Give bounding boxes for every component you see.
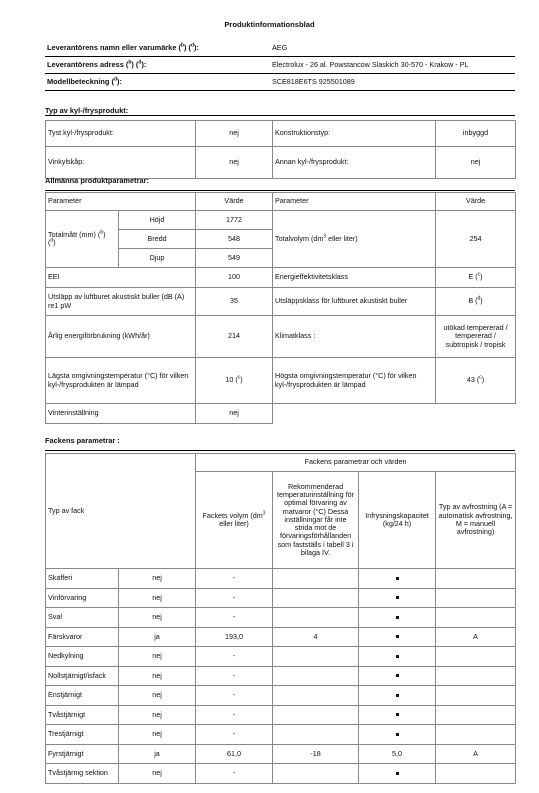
compartment-row [46, 764, 516, 784]
product-type-table [45, 120, 516, 179]
product-type-heading: Typ av kyl-/frysprodukt: [45, 106, 515, 116]
compartment-temp [273, 666, 359, 686]
compartment-volume: 193,0 [196, 627, 273, 647]
compartment-name: Skafferi [46, 569, 119, 589]
compartment-capacity [359, 647, 436, 667]
compartment-row [46, 666, 516, 686]
defrost-type-header: Typ av avfrostning (A = automatisk avfrostning, M = manuell avfrostning) [436, 472, 516, 569]
dash-mark [396, 596, 399, 599]
dash-mark [396, 733, 399, 736]
compartment-temp [273, 686, 359, 706]
eei-value: 100 [196, 268, 273, 288]
compartment-capacity [359, 608, 436, 628]
compartment-present: nej [119, 666, 196, 686]
model-label: Modellbeteckning ($^d$): [45, 74, 270, 91]
general-params-table [45, 192, 516, 424]
annual-energy-label: Årlig energiförbrukning (kWh/år) [46, 316, 196, 358]
compartment-volume: - [196, 588, 273, 608]
compartment-volume: - [196, 647, 273, 667]
compartment-defrost [436, 647, 516, 667]
height-value: 1772 [196, 211, 273, 230]
width-label: Bredd [119, 230, 196, 249]
energy-class-label: Energieffektivitetsklass [273, 268, 436, 288]
compartment-row [46, 569, 516, 589]
compartment-present: nej [119, 647, 196, 667]
wine-label: Vinkylskåp: [46, 147, 196, 179]
dash-mark [396, 577, 399, 580]
compartment-type-label: Typ av fack [46, 454, 196, 569]
compartment-capacity: 5,0 [359, 744, 436, 764]
col-value-1: Värde [196, 193, 273, 211]
energy-class-value: E ($^c$) [436, 268, 516, 288]
max-temp-label: Högsta omgivningstemperatur (°C) för vilken kyl-/frysprodukten är lämpad [273, 358, 436, 404]
supplier-name-value: AEG [270, 40, 515, 57]
quiet-value: nej [196, 121, 273, 147]
depth-value: 549 [196, 249, 273, 268]
compartment-row [46, 647, 516, 667]
compartment-name: Tvåstjärnig sektion [46, 764, 119, 784]
compartment-temp [273, 705, 359, 725]
compartment-row [46, 744, 516, 764]
model-value: SCE818E6TS 925501089 [270, 74, 515, 91]
compartment-capacity [359, 705, 436, 725]
compartment-temp: 4 [273, 627, 359, 647]
climate-class-value: utökad tempererad / tempererad / subtropisk / tropisk [436, 316, 516, 358]
compartment-present: nej [119, 686, 196, 706]
compartment-temp [273, 647, 359, 667]
compartment-row [46, 705, 516, 725]
compartment-present: nej [119, 764, 196, 784]
compartment-defrost [436, 705, 516, 725]
volume-header: Fackets volym ($dm^3$ eller liter) [196, 472, 273, 569]
construction-value: inbyggd [436, 121, 516, 147]
compartment-volume: 61,0 [196, 744, 273, 764]
compartment-defrost [436, 588, 516, 608]
noise-label: Utsläpp av luftburet akustiskt buller (dB (A) re1 pW [46, 288, 196, 316]
compartment-volume: - [196, 569, 273, 589]
height-label: Höjd [119, 211, 196, 230]
compartment-name: Enstjärnigt [46, 686, 119, 706]
compartment-row [46, 588, 516, 608]
wine-value: nej [196, 147, 273, 179]
compartment-name: Fyrstjärnigt [46, 744, 119, 764]
compartment-row [46, 725, 516, 745]
dash-mark [396, 772, 399, 775]
compartment-capacity [359, 686, 436, 706]
compartment-present: nej [119, 588, 196, 608]
compartment-name: Nedkylning [46, 647, 119, 667]
dash-mark [396, 616, 399, 619]
document-title: Produktinformationsblad [224, 20, 315, 29]
compartment-row [46, 608, 516, 628]
dash-mark [396, 655, 399, 658]
winter-setting-value: nej [196, 404, 273, 424]
other-label: Annan kyl-/frysprodukt: [273, 147, 436, 179]
compartment-defrost [436, 764, 516, 784]
width-value: 548 [196, 230, 273, 249]
compartment-volume: - [196, 725, 273, 745]
compartment-temp: -18 [273, 744, 359, 764]
compartment-capacity [359, 569, 436, 589]
compartment-present: nej [119, 608, 196, 628]
compartment-name: Trestjärnigt [46, 725, 119, 745]
dash-mark [396, 635, 399, 638]
min-temp-label: Lägsta omgivningstemperatur (°C) för vilken kyl-/frysprodukten är lämpad [46, 358, 196, 404]
compartment-volume: - [196, 666, 273, 686]
dash-mark [396, 713, 399, 716]
total-volume-value: 254 [436, 211, 516, 268]
compartment-capacity [359, 764, 436, 784]
total-volume-label: Totalvolym ($dm^3$ eller liter) [273, 211, 436, 268]
quiet-label: Tyst kyl-/frysprodukt: [46, 121, 196, 147]
total-dimensions-label: Totalmått (mm) ($^b$) ($^d$) [46, 211, 119, 268]
compartment-temp [273, 588, 359, 608]
compartment-present: nej [119, 569, 196, 589]
general-heading: Allmänna produktparametrar: [45, 176, 515, 191]
temperature-header: Rekommenderad temperaturinställning för optimal förvaring av matvaror (°C) Dessa inställningar får inte strida mot de förvaringsförhållanden som fastställs i tabell 3 i bilaga IV. [273, 472, 359, 569]
compartment-name: Sval [46, 608, 119, 628]
compartment-capacity [359, 588, 436, 608]
col-value-2: Värde [436, 193, 516, 211]
compartment-present: nej [119, 725, 196, 745]
col-param-1: Parameter [46, 193, 196, 211]
compartment-defrost [436, 608, 516, 628]
compartment-capacity [359, 725, 436, 745]
min-temp-value: 10 ($^c$) [196, 358, 273, 404]
max-temp-value: 43 ($^c$) [436, 358, 516, 404]
compartment-capacity [359, 627, 436, 647]
compartment-present: nej [119, 705, 196, 725]
compartment-volume: - [196, 608, 273, 628]
compartment-temp [273, 569, 359, 589]
compartments-heading: Fackens parametrar : [45, 436, 515, 451]
supplier-name-label: Leverantörens namn eller varumärke ($^b$) ($^d$): [45, 40, 270, 57]
compartment-row [46, 627, 516, 647]
compartment-name: Färskvaror [46, 627, 119, 647]
compartment-volume: - [196, 686, 273, 706]
dash-mark [396, 694, 399, 697]
supplier-address-label: Leverantörens adress ($^b$) ($^d$): [45, 57, 270, 74]
noise-value: 35 [196, 288, 273, 316]
compartment-defrost [436, 666, 516, 686]
compartment-row [46, 686, 516, 706]
compartment-name: Tvåstjärnigt [46, 705, 119, 725]
depth-label: Djup [119, 249, 196, 268]
winter-setting-label: Vinterinställning [46, 404, 196, 424]
compartment-defrost [436, 569, 516, 589]
construction-label: Konstruktionstyp: [273, 121, 436, 147]
compartment-group-header: Fackens parametrar och värden [196, 454, 516, 472]
noise-class-value: B ($^d$) [436, 288, 516, 316]
compartment-temp [273, 725, 359, 745]
other-value: nej [436, 147, 516, 179]
compartment-name: Vinförvaring [46, 588, 119, 608]
eei-label: EEI [46, 268, 196, 288]
compartment-present: ja [119, 744, 196, 764]
compartment-volume: - [196, 764, 273, 784]
compartment-defrost [436, 725, 516, 745]
noise-class-label: Utsläppsklass för luftburet akustiskt buller [273, 288, 436, 316]
freezing-capacity-header: Infrysningskapacitet (kg/24 h) [359, 472, 436, 569]
climate-class-label: Klimatklass : [273, 316, 436, 358]
supplier-info-table [45, 40, 515, 91]
annual-energy-value: 214 [196, 316, 273, 358]
compartment-capacity [359, 666, 436, 686]
compartment-defrost: A [436, 744, 516, 764]
compartment-defrost [436, 686, 516, 706]
supplier-address-value: Electrolux - 26 al. Powstancow Slaskich 30-570 - Krakow - PL [270, 57, 515, 74]
compartment-present: ja [119, 627, 196, 647]
compartment-temp [273, 764, 359, 784]
compartment-name: Nollstjärnigt/isfack [46, 666, 119, 686]
compartment-temp [273, 608, 359, 628]
compartment-volume: - [196, 705, 273, 725]
compartments-table [45, 453, 516, 784]
col-param-2: Parameter [273, 193, 436, 211]
compartment-defrost: A [436, 627, 516, 647]
dash-mark [396, 674, 399, 677]
